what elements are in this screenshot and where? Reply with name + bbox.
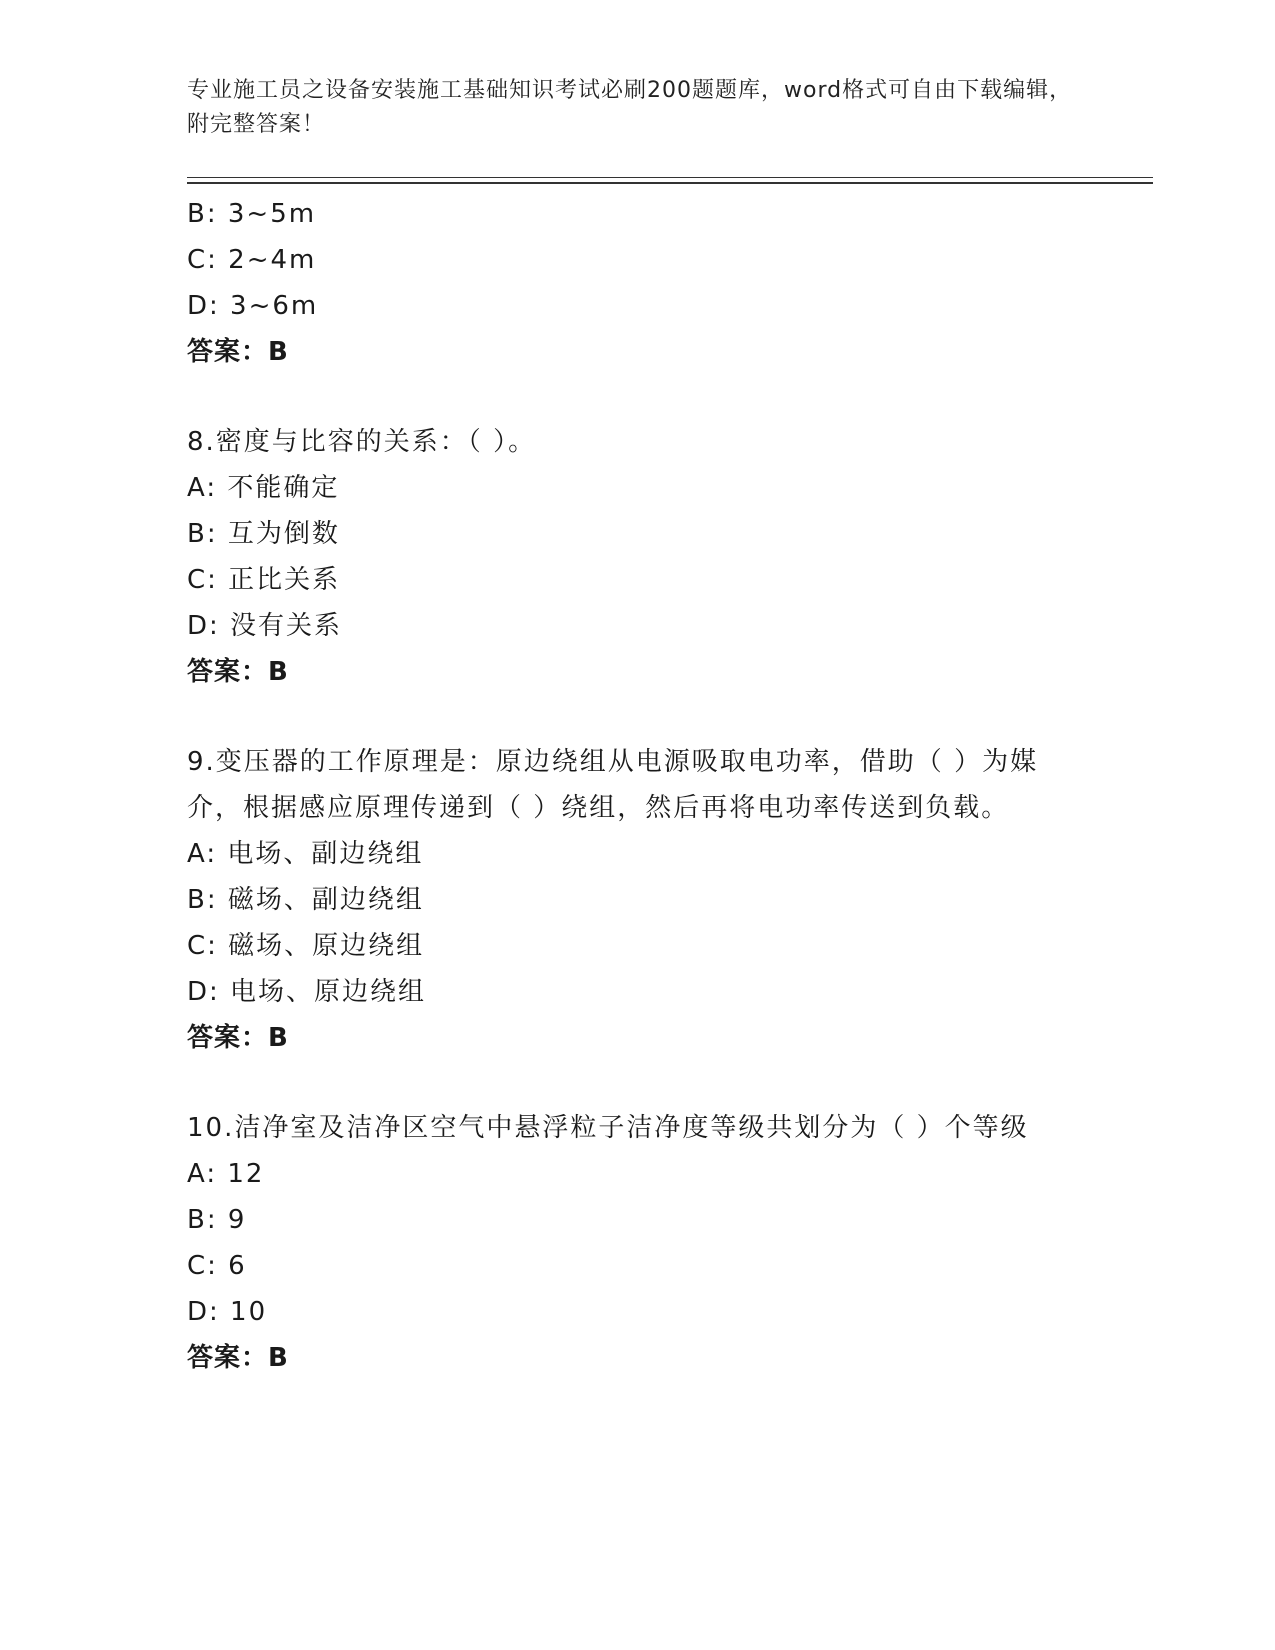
question-8 bbox=[187, 419, 1107, 695]
header-divider-thin bbox=[187, 177, 1153, 178]
document-header: 专业施工员之设备安装施工基础知识考试必刷200题题库，word格式可自由下载编辑，附完整答案！ bbox=[187, 78, 1073, 137]
option-d: D: 3~6m bbox=[187, 291, 319, 321]
answer-line: 答案：B bbox=[187, 657, 289, 687]
option-b: B: 3~5m bbox=[187, 199, 317, 229]
option-a: A: 不能确定 bbox=[187, 473, 340, 503]
answer-line: 答案：B bbox=[187, 1343, 289, 1373]
header-divider-thick bbox=[187, 182, 1153, 184]
option-a: A: 12 bbox=[187, 1159, 265, 1189]
option-d: D: 没有关系 bbox=[187, 611, 343, 641]
question-fragment bbox=[187, 191, 1107, 375]
option-c: C: 6 bbox=[187, 1251, 247, 1281]
option-d: D: 10 bbox=[187, 1297, 268, 1327]
option-d: D: 电场、原边绕组 bbox=[187, 977, 427, 1007]
option-c: C: 正比关系 bbox=[187, 565, 341, 595]
option-a: A: 电场、副边绕组 bbox=[187, 839, 424, 869]
question-9 bbox=[187, 739, 1107, 1061]
option-b: B: 磁场、副边绕组 bbox=[187, 885, 424, 915]
option-b: B: 9 bbox=[187, 1205, 247, 1235]
option-b: B: 互为倒数 bbox=[187, 519, 340, 549]
question-text-line-2: 介，根据感应原理传递到（ ）绕组，然后再将电功率传送到负载。 bbox=[187, 793, 1010, 823]
question-10 bbox=[187, 1105, 1107, 1381]
question-text-line-1: 9.变压器的工作原理是：原边绕组从电源吸取电功率，借助（ ）为媒 bbox=[187, 747, 1039, 777]
option-c: C: 磁场、原边绕组 bbox=[187, 931, 425, 961]
answer-line: 答案：B bbox=[187, 337, 289, 367]
option-c: C: 2~4m bbox=[187, 245, 317, 275]
question-content bbox=[187, 191, 1107, 1381]
answer-line: 答案：B bbox=[187, 1023, 289, 1053]
question-text: 8.密度与比容的关系：（ ）。 bbox=[187, 427, 537, 457]
question-text: 10.洁净室及洁净区空气中悬浮粒子洁净度等级共划分为（ ）个等级 bbox=[187, 1113, 1029, 1143]
